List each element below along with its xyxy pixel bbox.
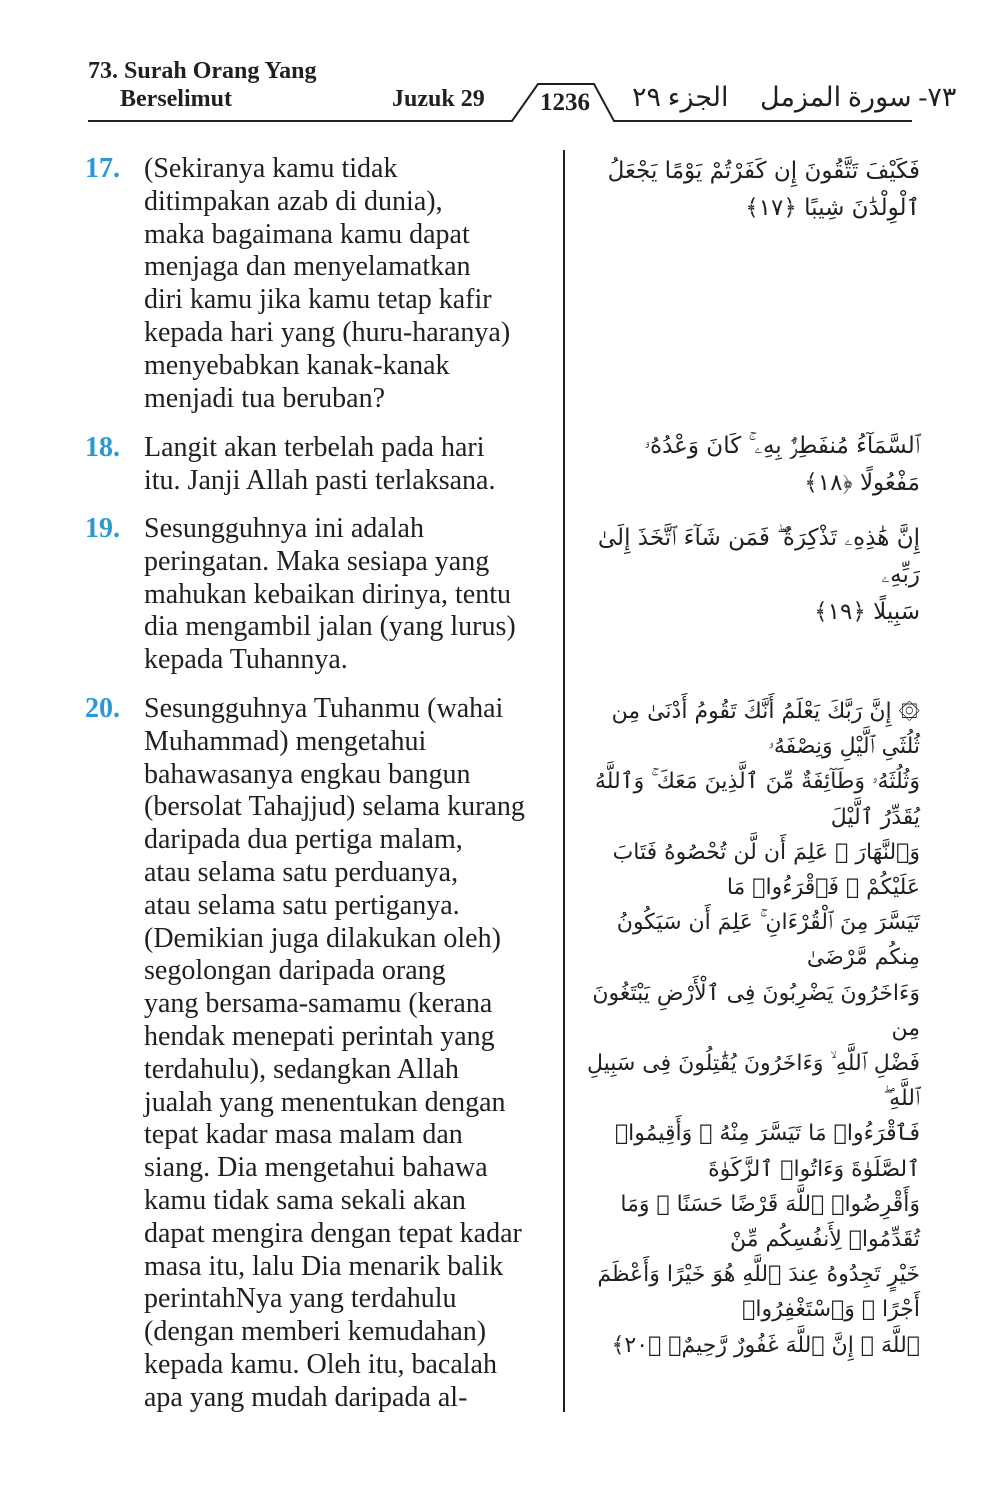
column-divider	[563, 150, 565, 1412]
verse-arabic-19: إِنَّ هَٰذِهِۦ تَذْكِرَةٌ ۖ فَمَن شَآءَ ٱتَّخَذَ إِلَىٰ رَبِّهِۦ سَبِيلًا ﴿١٩﴾	[597, 525, 920, 625]
verse-translation-20: Sesungguhnya Tuhanmu (wahai Muhammad) mengetahui bahawasanya engkau bangun (bersolat Tahajjud) selama kurang daripada dua pertiga malam, atau selama satu perduanya, atau selama satu pertiganya. (Demikian juga dilakukan oleh) segolongan daripada orang yang bersama-samamu (kerana hendak menepati perintah yang terdahulu), sedangkan Allah jualah yang menentukan dengan tepat kadar masa malam dan siang. Dia mengetahui bahawa kamu tidak sama sekali akan dapat mengira dengan tepat kadar masa itu, lalu Dia menarik balik perintahNya yang terdahulu (dengan memberi kemudahan) kepada kamu. Oleh itu, bacalah apa yang mudah daripada al-	[144, 693, 525, 1413]
verse-number-20: 20.	[85, 693, 120, 724]
verse-translation-18: Langit akan terbelah pada hari itu. Janji Allah pasti terlaksana.	[144, 432, 496, 496]
verse-translation-17: (Sekiranya kamu tidak ditimpakan azab di dunia), maka bagaimana kamu dapat menjaga dan menyelamatkan diri kamu jika kamu tetap kafir kepada hari yang (huru-haranya) menyebabkan kanak-kanak menjadi tua beruban?	[144, 153, 511, 414]
verse-number-18: 18.	[85, 432, 120, 463]
surah-title-line2: Berselimut	[120, 86, 232, 112]
juzuk-label: Juzuk 29	[392, 86, 485, 112]
verse-arabic-17: فَكَيْفَ تَتَّقُونَ إِن كَفَرْتُمْ يَوْمًا يَجْعَلُ ٱلْوِلْدَٰنَ شِيبًا ﴿١٧﴾	[607, 158, 920, 221]
page-header	[0, 0, 1000, 125]
verse-translation-19: Sesungguhnya ini adalah peringatan. Maka sesiapa yang mahukan kebaikan dirinya, tentu dia mengambil jalan (yang lurus) kepada Tuhannya.	[144, 513, 516, 676]
verse-arabic-20: ۞ إِنَّ رَبَّكَ يَعْلَمُ أَنَّكَ تَقُومُ أَدْنَىٰ مِن ثُلُثَىِ ٱلَّيْلِ وَنِصْفَهُۥ وَثُلُثَهُۥ وَطَآئِفَةٌ مِّنَ ٱلَّذِينَ مَعَكَ ۚ وَٱللَّهُ يُقَدِّرُ ٱلَّيْلَ وَٱلنَّهَارَ ۚ عَلِمَ أَن لَّن تُحْصُوهُ فَتَابَ عَلَيْكُمْ ۖ فَٱقْرَءُوا۟ مَا تَيَسَّرَ مِنَ ٱلْقُرْءَانِ ۚ عَلِمَ أَن سَيَكُونُ مِنكُم مَّرْضَىٰ وَءَاخَرُونَ يَضْرِبُونَ فِى ٱلْأَرْضِ يَبْتَغُونَ مِن فَضْلِ ٱللَّهِ ۙ وَءَاخَرُونَ يُقَٰتِلُونَ فِى سَبِيلِ ٱللَّهِ ۖ فَٱقْرَءُوا۟ مَا تَيَسَّرَ مِنْهُ ۚ وَأَقِيمُوا۟ ٱلصَّلَوٰةَ وَءَاتُوا۟ ٱلزَّكَوٰةَ وَأَقْرِضُوا۟ ٱللَّهَ قَرْضًا حَسَنًا ۚ وَمَا تُقَدِّمُوا۟ لِأَنفُسِكُم مِّنْ خَيْرٍ تَجِدُوهُ عِندَ ٱللَّهِ هُوَ خَيْرًا وَأَعْظَمَ أَجْرًا ۚ وَٱسْتَغْفِرُوا۟ ٱللَّهَ ۖ إِنَّ ٱللَّهَ غَفُورٌ رَّحِيمٌۢ ﴿٢٠﴾	[586, 699, 920, 1358]
verse-number-17: 17.	[85, 153, 120, 184]
arabic-juz-label: الجزء ٢٩	[632, 82, 729, 112]
surah-title-line1: 73. Surah Orang Yang	[88, 58, 317, 84]
verse-arabic-18: ٱلسَّمَآءُ مُنفَطِرٌۢ بِهِۦ ۚ كَانَ وَعْدُهُۥ مَفْعُولًا ﴿١٨﴾	[644, 433, 920, 496]
page-number: 1236	[540, 89, 590, 116]
arabic-surah-label: ٧٣- سورة المزمل	[760, 82, 957, 112]
verse-number-19: 19.	[85, 513, 120, 544]
